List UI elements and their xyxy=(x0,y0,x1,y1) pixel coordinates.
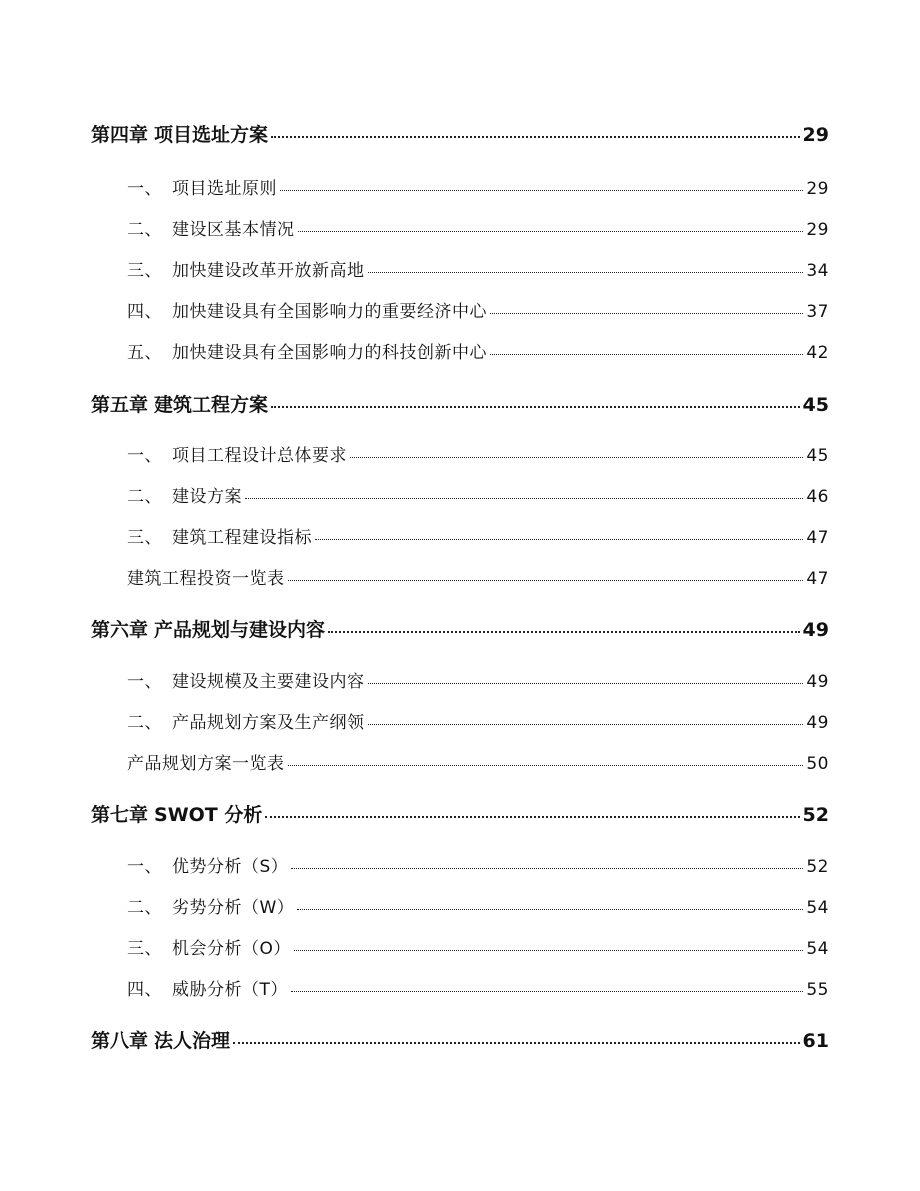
toc-entry-title: 法人治理 xyxy=(154,1030,231,1052)
toc-section-number: 三、 xyxy=(127,528,162,548)
toc-page-number: 46 xyxy=(806,487,829,507)
toc-dot-leader xyxy=(294,950,803,951)
toc-dot-leader xyxy=(245,498,803,499)
toc-chapter-number: 第五章 xyxy=(91,394,149,416)
toc-entry-title: 产品规划方案及生产纲领 xyxy=(172,713,365,733)
toc-entry-title: 劣势分析（W） xyxy=(172,898,295,918)
toc-page-number: 54 xyxy=(806,939,829,959)
toc-section-number: 一、 xyxy=(127,672,162,692)
toc-page-number: 29 xyxy=(806,179,829,199)
toc-entry-title: 机会分析（O） xyxy=(172,939,291,959)
toc-dot-leader xyxy=(271,406,800,408)
toc-dot-leader xyxy=(368,683,804,684)
toc-section-number: 二、 xyxy=(127,713,162,733)
toc-page-number: 34 xyxy=(806,261,829,281)
toc-section-entry[interactable] xyxy=(127,215,829,240)
toc-entry-title: 产品规划与建设内容 xyxy=(154,619,326,641)
toc-chapter-entry[interactable] xyxy=(91,800,829,827)
toc-chapter-number: 第六章 xyxy=(91,619,149,641)
toc-section-number: 一、 xyxy=(127,179,162,199)
toc-page-number: 29 xyxy=(802,124,829,146)
toc-entry-title: 威胁分析（T） xyxy=(172,980,288,1000)
toc-dot-leader xyxy=(297,909,803,910)
toc-page-number: 52 xyxy=(802,804,829,826)
toc-dot-leader xyxy=(288,765,804,766)
toc-section-entry[interactable] xyxy=(127,934,829,959)
toc-section-entry[interactable] xyxy=(127,174,829,199)
toc-dot-leader xyxy=(271,136,800,138)
toc-dot-leader xyxy=(291,868,803,869)
toc-section-entry[interactable] xyxy=(127,667,829,692)
toc-entry-title: SWOT 分析 xyxy=(154,804,263,826)
toc-page-number: 47 xyxy=(806,569,829,589)
toc-entry-title: 建筑工程建设指标 xyxy=(172,528,312,548)
toc-chapter-number: 第七章 xyxy=(91,804,149,826)
toc-entry-title: 加快建设具有全国影响力的重要经济中心 xyxy=(172,302,487,322)
toc-entry-title: 建筑工程方案 xyxy=(154,394,269,416)
toc-page-number: 45 xyxy=(806,446,829,466)
toc-section-entry[interactable] xyxy=(127,523,829,548)
toc-entry-title: 项目工程设计总体要求 xyxy=(172,446,347,466)
toc-entry-title: 加快建设改革开放新高地 xyxy=(172,261,365,281)
toc-section-number: 五、 xyxy=(127,343,162,363)
toc-section-number: 四、 xyxy=(127,302,162,322)
toc-section-number: 一、 xyxy=(127,857,162,877)
toc-chapter-entry[interactable] xyxy=(91,1026,829,1053)
toc-entry-title: 建设方案 xyxy=(172,487,242,507)
toc-page-number: 49 xyxy=(802,619,829,641)
toc-section-number: 四、 xyxy=(127,980,162,1000)
toc-section-number: 一、 xyxy=(127,446,162,466)
toc-page-number: 50 xyxy=(806,754,829,774)
toc-section-entry[interactable] xyxy=(127,256,829,281)
toc-section-entry[interactable] xyxy=(127,975,829,1000)
toc-section-entry[interactable] xyxy=(127,893,829,918)
toc-page-number: 29 xyxy=(806,220,829,240)
toc-section-entry[interactable] xyxy=(127,852,829,877)
toc-chapter-entry[interactable] xyxy=(91,390,829,417)
toc-section-number: 二、 xyxy=(127,898,162,918)
toc-page-number: 49 xyxy=(806,672,829,692)
toc-section-number: 三、 xyxy=(127,261,162,281)
toc-page-number: 47 xyxy=(806,528,829,548)
toc-page-number: 42 xyxy=(806,343,829,363)
toc-dot-leader xyxy=(490,354,803,355)
toc-entry-title: 建筑工程投资一览表 xyxy=(127,569,285,589)
toc-section-entry[interactable] xyxy=(127,708,829,733)
toc-entry-title: 加快建设具有全国影响力的科技创新中心 xyxy=(172,343,487,363)
toc-entry-title: 优势分析（S） xyxy=(172,857,289,877)
toc-page-number: 37 xyxy=(806,302,829,322)
toc-dot-leader xyxy=(350,457,803,458)
toc-section-number: 三、 xyxy=(127,939,162,959)
toc-dot-leader xyxy=(298,231,804,232)
toc-dot-leader xyxy=(368,272,804,273)
toc-dot-leader xyxy=(328,631,800,633)
toc-section-entry[interactable] xyxy=(127,338,829,363)
toc-page-number: 49 xyxy=(806,713,829,733)
toc-dot-leader xyxy=(265,816,799,818)
toc-chapter-number: 第四章 xyxy=(91,124,149,146)
toc-dot-leader xyxy=(288,580,804,581)
toc-section-entry[interactable] xyxy=(127,749,829,774)
toc-entry-title: 项目选址方案 xyxy=(154,124,269,146)
toc-chapter-entry[interactable] xyxy=(91,615,829,642)
toc-page-number: 52 xyxy=(806,857,829,877)
toc-dot-leader xyxy=(315,539,803,540)
toc-section-number: 二、 xyxy=(127,220,162,240)
toc-dot-leader xyxy=(490,313,803,314)
toc-entry-title: 建设区基本情况 xyxy=(172,220,295,240)
toc-section-entry[interactable] xyxy=(127,297,829,322)
toc-section-entry[interactable] xyxy=(127,564,829,589)
toc-page-number: 55 xyxy=(806,980,829,1000)
toc-entry-title: 项目选址原则 xyxy=(172,179,277,199)
toc-entry-title: 建设规模及主要建设内容 xyxy=(172,672,365,692)
toc-section-entry[interactable] xyxy=(127,441,829,466)
toc-dot-leader xyxy=(233,1042,800,1044)
toc-page-number: 45 xyxy=(802,394,829,416)
toc-section-entry[interactable] xyxy=(127,482,829,507)
toc-dot-leader xyxy=(368,724,804,725)
toc-chapter-entry[interactable] xyxy=(91,120,829,147)
toc-chapter-number: 第八章 xyxy=(91,1030,149,1052)
toc-page-number: 61 xyxy=(802,1030,829,1052)
toc-dot-leader xyxy=(291,991,803,992)
toc-page-number: 54 xyxy=(806,898,829,918)
toc-entry-title: 产品规划方案一览表 xyxy=(127,754,285,774)
toc-dot-leader xyxy=(280,190,803,191)
toc-section-number: 二、 xyxy=(127,487,162,507)
